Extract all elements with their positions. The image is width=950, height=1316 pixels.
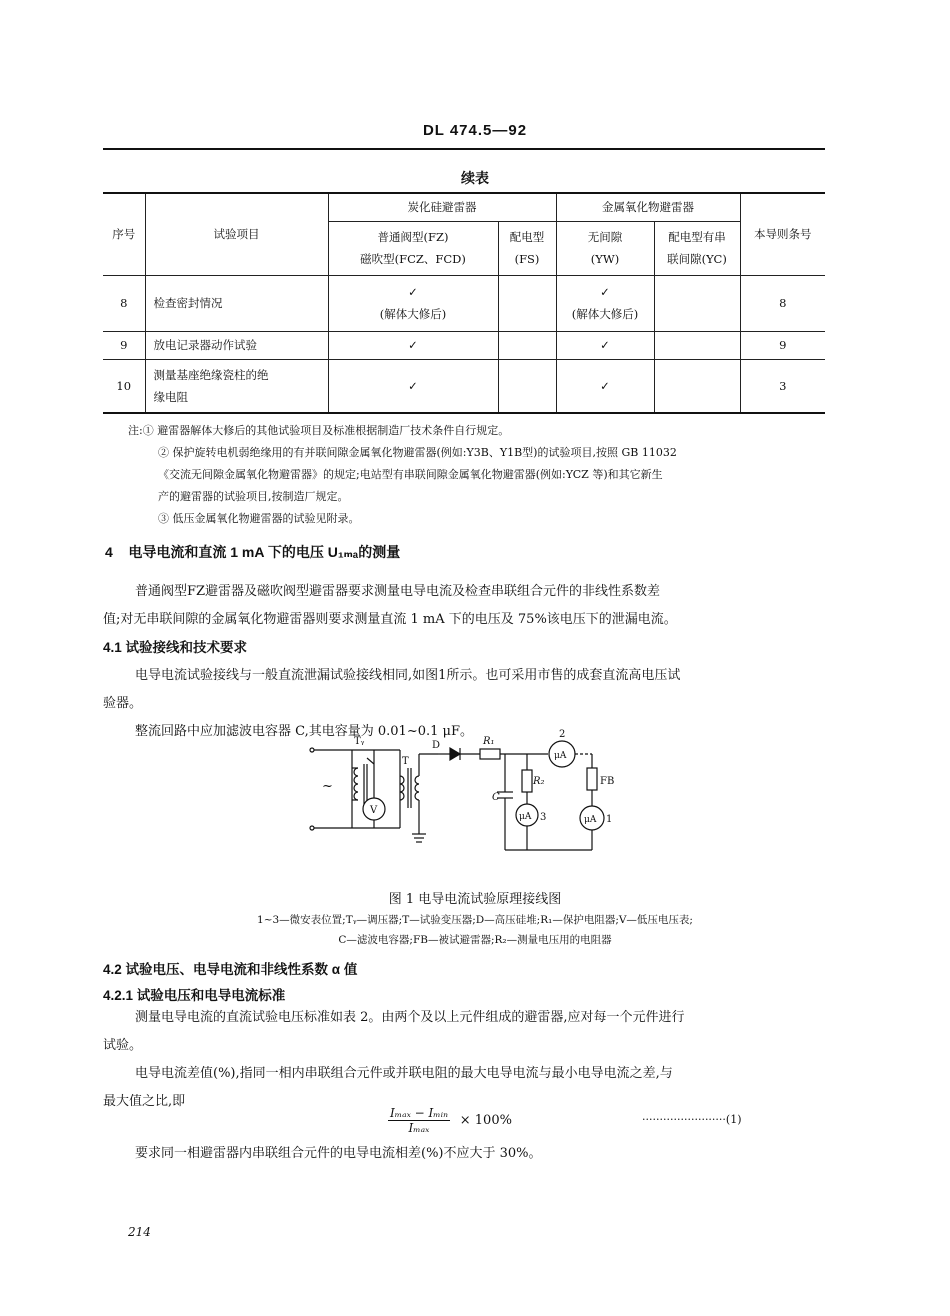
table-caption: 续表: [461, 171, 489, 187]
col-yw: 无间隙 (YW): [556, 221, 654, 275]
meter-position-2: 2: [559, 729, 566, 740]
col-seq: 序号: [103, 193, 145, 275]
section-4-paragraph: 普通阀型FZ避雷器及磁吹阀型避雷器要求测量电导电流及检查串联组合元件的非线性系数差 值;对无串联间隙的金属氧化物避雷器则要求测量直流 1 mA 下的电压及 75%该电压下的泄漏电流。: [103, 584, 677, 627]
ac-source-symbol: ~: [322, 779, 333, 794]
microammeter-3: μA: [519, 812, 532, 822]
check-mark: ✓: [556, 359, 654, 413]
check-mark: ✓: [600, 285, 610, 299]
label-d: D: [432, 740, 441, 751]
voltmeter-symbol: V: [370, 805, 378, 816]
col-item: 试验项目: [145, 193, 328, 275]
label-t: T: [402, 756, 409, 767]
formula: [388, 1106, 512, 1135]
section-4-heading: 4 电导电流和直流 1 mA 下的电压 U₁ₘₐ的测量: [105, 544, 401, 560]
label-c: C: [492, 792, 500, 803]
label-fb: FB: [600, 776, 615, 787]
col-clause: 本导则条号: [740, 193, 825, 275]
table-notes: 注:① 避雷器解体大修后的其他试验项目及标准根据制造厂技术条件自行规定。 ② 保护旋转电机弱绝缘用的有并联间隙金属氧化物避雷器(例如:Y3B、Y1B型)的试验项目,按照 GB 11032 《交流无间隙金属氧化物避雷器》的规定;电站型有串联间隙金属氧化物避雷器(例如:YCZ 等)和其它新生 产的避雷器的试验项目,按制造厂规定。 ③ 低压金属氧化物避雷器的试验见附录。: [128, 424, 677, 525]
group-moa: 金属氧化物避雷器: [556, 193, 740, 221]
section-4-2-heading: 4.2 试验电压、电导电流和非线性系数 α 值: [103, 962, 358, 977]
microammeter-1: μA: [584, 815, 597, 825]
formula-numerator: Iₘₐₓ − Iₘᵢₙ: [390, 1106, 448, 1120]
label-r2: R₂: [533, 776, 545, 787]
table-row: 10 测量基座绝缘瓷柱的绝 缘电阻 ✓ ✓ 3: [103, 359, 825, 413]
header-rule: [103, 148, 825, 150]
section-4-2-1-requirement: 要求同一相避雷器内串联组合元件的电导电流相差(%)不应大于 30%。: [135, 1146, 542, 1161]
col-fz: 普通阀型(FZ) 磁吹型(FCZ、FCD): [328, 221, 498, 275]
check-mark: ✓: [408, 285, 418, 299]
circuit-diagram: [300, 728, 650, 863]
formula-denominator: Iₘₐₓ: [408, 1121, 430, 1135]
meter-position-1: 1: [606, 814, 613, 825]
check-mark: ✓: [328, 331, 498, 359]
meter-position-3: 3: [540, 812, 547, 823]
check-mark: ✓: [556, 331, 654, 359]
check-mark: ✓: [328, 359, 498, 413]
section-4-1-heading: 4.1 试验接线和技术要求: [103, 640, 248, 655]
table-row: 9 放电记录器动作试验 ✓ ✓ 9: [103, 331, 825, 359]
col-yc: 配电型有串 联间隙(YC): [654, 221, 740, 275]
section-4-2-1-paragraph: 测量电导电流的直流试验电压标准如表 2。由两个及以上元件组成的避雷器,应对每一个元件进行 试验。 电导电流差值(%),指同一相内串联组合元件或并联电阻的最大电导电流与最小电导电流之差,与 最大值之比,即: [103, 1010, 685, 1109]
label-ty: Tᵧ: [354, 736, 365, 747]
formula-number: ························(1): [642, 1113, 742, 1126]
figure-legend: 1~3—微安表位置;Tᵧ—调压器;T—试验变压器;D—高压硅堆;R₁—保护电阻器;V—低压电压表; C—滤波电容器;FB—被试避雷器;R₂—测量电压用的电阻器: [257, 914, 693, 946]
section-4-2-1-heading: 4.2.1 试验电压和电导电流标准: [103, 988, 286, 1003]
test-items-table: [103, 192, 825, 414]
table-row: 8 检查密封情况 ✓ (解体大修后) ✓ (解体大修后) 8: [103, 275, 825, 331]
group-sic: 炭化硅避雷器: [328, 193, 556, 221]
page-number: 214: [128, 1225, 151, 1239]
section-4-1-paragraph: 电导电流试验接线与一般直流泄漏试验接线相同,如图1所示。也可采用市售的成套直流高电压试 验器。 整流回路中应加滤波电容器 C,其电容量为 0.01~0.1 μF。: [103, 668, 681, 739]
formula-tail: × 100%: [459, 1113, 512, 1128]
figure-caption: 图 1 电导电流试验原理接线图: [388, 892, 562, 907]
microammeter-2: μA: [554, 751, 567, 761]
document-header: DL 474.5—92: [422, 122, 528, 139]
col-fs: 配电型 (FS): [498, 221, 556, 275]
label-r1: R₁: [483, 736, 495, 747]
